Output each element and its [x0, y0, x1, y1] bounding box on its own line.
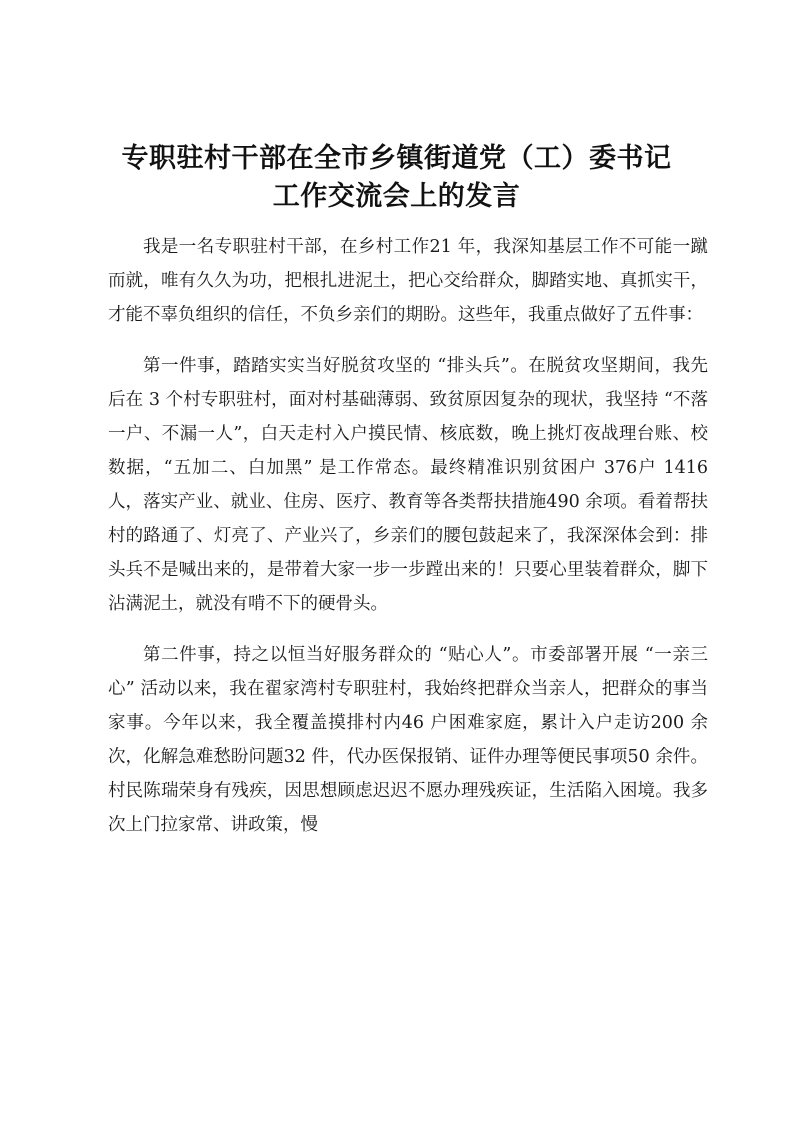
- paragraph-second-item: 第二件事，持之以恒当好服务群众的 “贴心人”。市委部署开展 “一亲三心” 活动以来，我在翟家湾村专职驻村，我始终把群众当亲人，把群众的事当家事。今年以来，我全覆盖摸排村内46 户困难家庭，累计入户走访200 余次，化解急难愁盼问题32 件，代办医保报销、证件办理等便民事项50 余件。村民陈瑞荣身有残疾，因思想顾虑迟迟不愿办理残疾证，生活陷入困境。我多次上门拉家常、讲政策，慢: [108, 645, 708, 835]
- paragraph-intro: 我是一名专职驻村干部，在乡村工作21 年，我深知基层工作不可能一蹴而就，唯有久久为功，把根扎进泥土，把心交给群众，脚踏实地、真抓实干，才能不辜负组织的信任，不负乡亲们的期盼。这些年，我重点做好了五件事：: [108, 237, 708, 325]
- paragraph-first-item: 第一件事，踏踏实实当好脱贫攻坚的 “排头兵”。在脱贫攻坚期间，我先后在 3 个村专职驻村，面对村基础薄弱、致贫原因复杂的现状，我坚持 “不落一户、不漏一人”，白天走村入户摸民情、核底数，晚上挑灯夜战理台账、校数据，“五加二、白加黑” 是工作常态。最终精准识别贫困户 376户 1416 人，落实产业、就业、住房、医疗、教育等各类帮扶措施490 余项。看着帮扶村的路通了、灯亮了、产业兴了，乡亲们的腰包鼓起来了，我深深体会到：排头兵不是喊出来的，是带着大家一步一步蹚出来的！只要心里装着群众，脚下沾满泥土，就没有啃不下的硬骨头。: [108, 356, 708, 614]
- document-body: [108, 230, 708, 859]
- document-title: [60, 140, 733, 216]
- title-line-2: 工作交流会上的发言: [272, 181, 521, 212]
- title-line-1: 专职驻村干部在全市乡镇街道党（工）委书记: [121, 143, 672, 174]
